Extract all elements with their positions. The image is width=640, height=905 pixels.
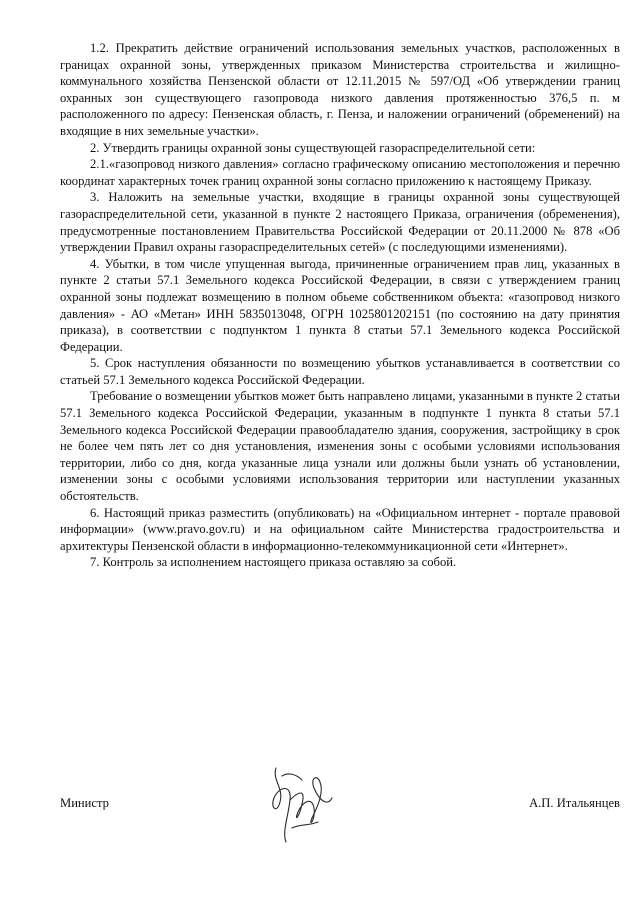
paragraph-6: 6. Настоящий приказ разместить (опубликовать) на «Официальном интернет - портале правовой информации» (www.pravo.gov.ru) и на официальном сайте Министерства градостроительства и архитектуры Пензенской области в информационно-телекоммуникационной сети «Интернет».: [60, 505, 620, 553]
document-body: [60, 40, 620, 571]
paragraph-2: 2. Утвердить границы охранной зоны существующей газораспределительной сети:: [90, 140, 536, 155]
paragraph-3: 3. Наложить на земельные участки, входящие в границы охранной зоны существующей газораспределительной сети, указанной в пункте 2 настоящего Приказа, ограничения (обременения), предусмотренные постановлением Правительства Российской Федерации от 20.11.2000 № 878 «Об утверждении Правил охраны газораспределительных сетей» (с последующими изменениями).: [60, 190, 620, 255]
paragraph-4: 4. Убытки, в том числе упущенная выгода, причиненные ограничением прав лиц, указанных в пункте 2 статьи 57.1 Земельного кодекса Российской Федерации, в связи с утверждением границ охранной зоны подлежат возмещению в полном обьеме собственником объекта: «газопровод низкого давления» - АО «Метан» ИНН 5835013048, ОГРН 1025801202151 (по состоянию на дату принятия приказа), в соответствии с подпунктом 1 пункта 8 статьи 57.1 Земельного кодекса Российской Федерации.: [60, 256, 620, 354]
signatory-role: Министр: [60, 796, 109, 810]
paragraph-2-1: 2.1.«газопровод низкого давления» согласно графическому описанию местоположения и перечню координат характерных точек границ охранной зоны согласно приложению к настоящему Приказу.: [60, 157, 620, 188]
paragraph-7: 7. Контроль за исполнением настоящего приказа оставляю за собой.: [90, 555, 457, 570]
paragraph-5: 5. Срок наступления обязанности по возмещению убытков устанавливается в соответствии со статьей 57.1 Земельного кодекса Российской Федерации.: [60, 356, 620, 387]
signature-block: [60, 796, 620, 816]
paragraph-5-requirement: Требование о возмещении убытков может быть направлено лицами, указанными в пункте 2 статьи 57.1 Земельного кодекса Российской Федерации, указанным в подпункте 1 пункта 8 статьи 57.1 Земельного кодекса Российской Федерации правообладателю здания, сооружения, застройщику в срок не более чем пять лет со дня установления, изменения зоны с особыми условиями использования территории, либо со дня, когда указанные лица узнали или должны были узнать об установлении, изменении зоны с особыми условиями использования территории или наступлении указанных обстоятельств.: [60, 389, 620, 504]
paragraph-1-2: 1.2. Прекратить действие ограничений использования земельных участков, расположенных в границах охранной зоны, утвержденных приказом Министерства строительства и жилищно-коммунального хозяйства Пензенской области от 12.11.2015 № 597/ОД «Об утверждении границ охранных зон существующего газопровода низкого давления протяженностью 376,5 п. м расположенного по адресу: Пензенская область, г. Пенза, и наложении ограничений (обременений) на входящие в них земельные участки».: [60, 41, 620, 138]
signatory-name: А.П. Итальянцев: [529, 796, 620, 810]
